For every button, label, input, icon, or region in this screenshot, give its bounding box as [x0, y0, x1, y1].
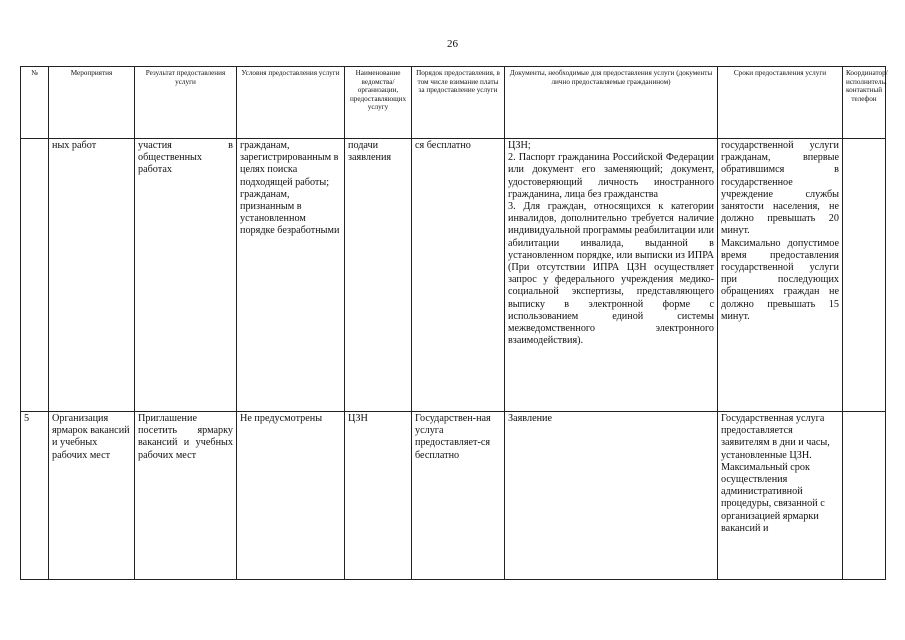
services-table [20, 66, 886, 580]
cell-conditions [237, 412, 345, 580]
table-row [21, 139, 886, 412]
header-row [21, 67, 886, 139]
cell-text: ся бесплатно [415, 140, 471, 151]
cell-agency [345, 412, 412, 580]
cell-text: Приглашение посетить ярмарку вакансий и учебных рабочих мест [138, 413, 233, 461]
cell-text: ЦЗН [348, 413, 368, 424]
header-agency: Наименование ведомства/ организации, предоставляющих услугу [345, 67, 412, 139]
header-number: № [21, 67, 49, 139]
cell-documents [505, 412, 718, 580]
cell-text: ЦЗН; [508, 140, 531, 151]
cell-text: Заявление [508, 413, 553, 424]
cell-number: 5 [21, 412, 49, 580]
cell-text: 3. Для граждан, относящихся к категории инвалидов, дополнительно требуется наличие индивидуальной программы реабилитации или абилитации инвалида, выданной в установленном порядке, или выписки из ИПРА (При отсутствии ИПРА ЦЗН осуществляет запрос у федерального учреждения медико-социальной экспертизы, представляющего выписку в электронной форме с использованием единой системы межведомственного электронного взаимодействия). [508, 201, 714, 347]
cell-text: участия в общественных работах [138, 140, 233, 176]
cell-text: гражданам, зарегистрированным в целях поиска подходящей работы; [240, 140, 339, 188]
cell-text: Не предусмотрены [240, 413, 323, 424]
header-conditions: Условия предоставления услуги [237, 67, 345, 139]
header-documents: Документы, необходимые для предоставления услуги (документы лично предоставляемые гражданином) [505, 67, 718, 139]
cell-event [49, 139, 135, 412]
cell-text: Максимально допустимое время предоставления государственной услуги при последующих обращениях граждан не должно превышать 15 минут. [721, 237, 839, 322]
cell-text: 2. Паспорт гражданина Российской Федерации или документ его заменяющий; документ, удостоверяющий личность иностранного гражданина, лица без гражданства [508, 152, 714, 200]
cell-text: Государственная услуга предоставляется заявителям в дни и часы, установленные ЦЗН. [721, 413, 830, 461]
cell-text: Максимальный срок осуществления административной процедуры, связанной с организацией ярмарки вакансий и [721, 461, 825, 534]
cell-text: ных работ [52, 140, 97, 151]
cell-text: Организация ярмарок вакансий и учебных рабочих мест [52, 413, 130, 461]
header-event: Мероприятия [49, 67, 135, 139]
cell-order [412, 412, 505, 580]
cell-order [412, 139, 505, 412]
cell-result [135, 139, 237, 412]
cell-coordinator [843, 139, 886, 412]
header-result: Результат предоставления услуги [135, 67, 237, 139]
cell-text: гражданам, признанным в установленном порядке безработными [240, 188, 340, 237]
cell-documents [505, 139, 718, 412]
cell-conditions [237, 139, 345, 412]
cell-terms [718, 412, 843, 580]
header-order: Порядок предоставления, в том числе взимание платы за предоставление услуги [412, 67, 505, 139]
cell-text: Государствен-ная услуга предоставляет-ся бесплатно [415, 413, 491, 461]
cell-agency [345, 139, 412, 412]
header-terms: Сроки предоставления услуги [718, 67, 843, 139]
header-coordinator: Координатор/ исполнитель, контактный телефон [843, 67, 886, 139]
cell-number [21, 139, 49, 412]
cell-result [135, 412, 237, 580]
cell-terms [718, 139, 843, 412]
cell-text: государственной услуги гражданам, впервые обратившимся в государственное учреждение службы занятости населения, не должно превышать 20 минут. [721, 140, 839, 237]
page-number: 26 [447, 38, 458, 50]
cell-text: подачи заявления [348, 140, 392, 164]
cell-event [49, 412, 135, 580]
cell-coordinator [843, 412, 886, 580]
table-row [21, 412, 886, 580]
